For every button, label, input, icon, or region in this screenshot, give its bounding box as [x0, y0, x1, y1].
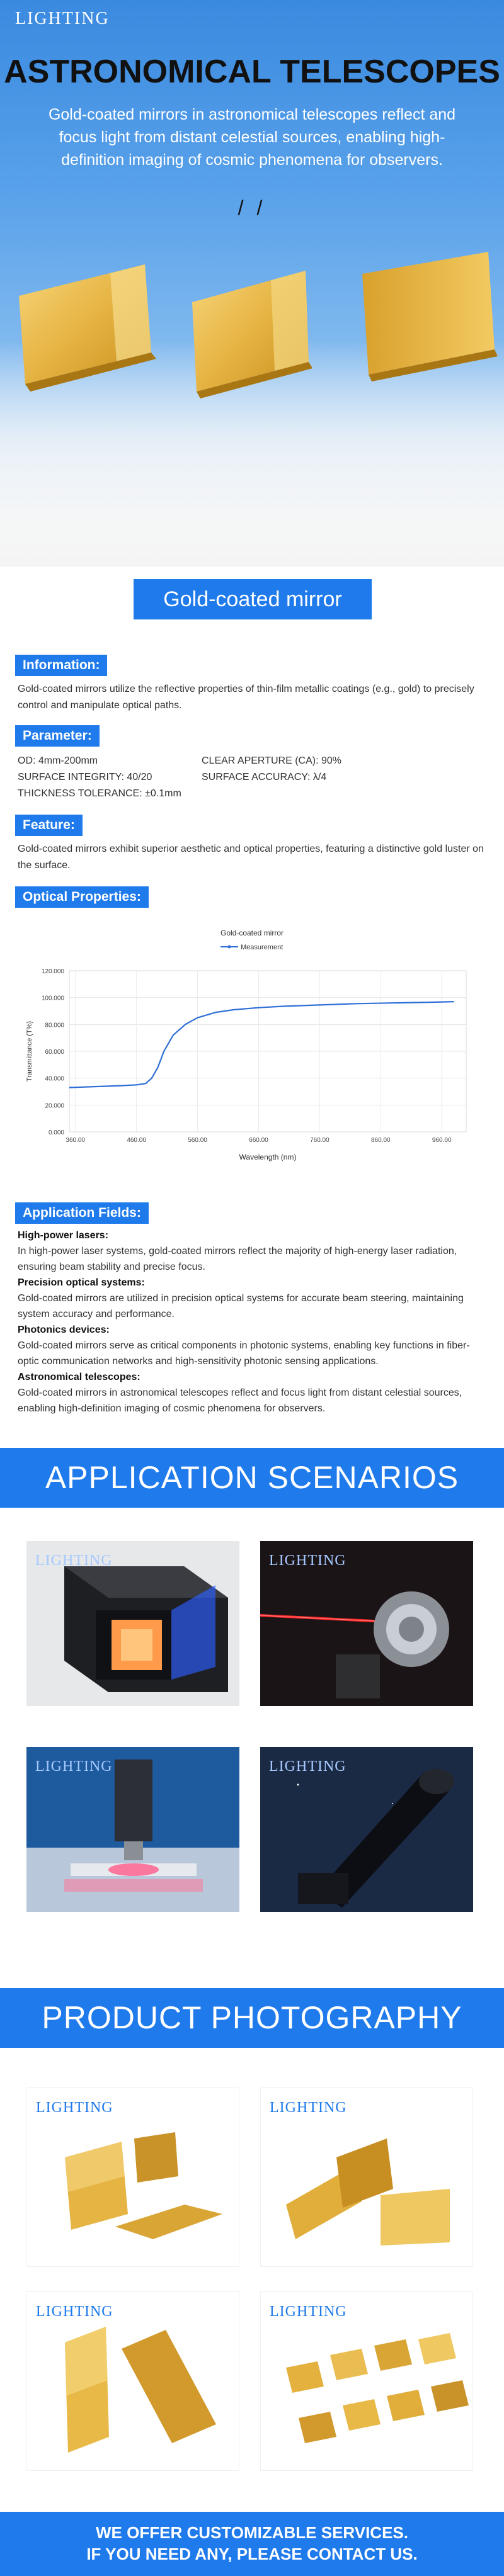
hero-title: ASTRONOMICAL TELESCOPES — [4, 54, 500, 90]
product-banner: Gold-coated mirror — [134, 579, 372, 619]
x-tick-label: 860.00 — [371, 1137, 391, 1144]
x-tick-label: 560.00 — [188, 1137, 207, 1144]
footer-contact-banner — [0, 2512, 504, 2576]
hero-subtitle: Gold-coated mirrors in astronomical telescopes reflect and focus light from distant celestial sources, enabling high-definition imaging of cosmic phenomena for observers. — [48, 106, 456, 169]
scenario-photo-camera — [26, 1541, 239, 1706]
optical-chart — [13, 913, 491, 1190]
param-clear-aperture: CLEAR APERTURE (CA): 90% — [202, 755, 341, 766]
x-tick-label: 660.00 — [249, 1137, 268, 1144]
legend-marker — [228, 946, 231, 949]
hero-section — [0, 0, 504, 567]
footer-line-1: WE OFFER CUSTOMIZABLE SERVICES. — [96, 2523, 408, 2542]
app-field-title: Astronomical telescopes: — [18, 1372, 140, 1382]
scenario-photo-microscope — [26, 1747, 239, 1912]
y-tick-labels — [42, 968, 65, 1136]
y-tick-label: 80.000 — [45, 1022, 64, 1029]
chart-grid — [69, 971, 466, 1132]
y-tick-label: 40.000 — [45, 1075, 64, 1083]
photo-watermark: LIGHTING — [269, 1758, 346, 1775]
parameter-label: Parameter: — [15, 725, 100, 747]
application-fields-list — [18, 1228, 487, 1416]
x-tick-label: 360.00 — [66, 1137, 85, 1144]
app-field-title: Photonics devices: — [18, 1325, 110, 1335]
y-axis-label: Transmittance (T%) — [26, 1020, 33, 1082]
photo-watermark: LIGHTING — [35, 1758, 113, 1775]
product-photo-2 — [260, 2087, 473, 2267]
y-tick-label: 60.000 — [45, 1049, 64, 1056]
product-photo-3 — [26, 2291, 239, 2471]
y-tick-label: 120.000 — [41, 968, 64, 975]
x-tick-label: 460.00 — [127, 1137, 146, 1144]
x-tick-labels — [66, 1137, 452, 1144]
app-field-text: Gold-coated mirrors are utilized in precision optical systems for accurate beam steering, maintaining system accuracy and performance. — [18, 1293, 464, 1319]
hero-slashes: / / — [238, 196, 266, 219]
application-fields-label: Application Fields: — [15, 1202, 149, 1224]
param-od: OD: 4mm-200mm — [18, 755, 98, 766]
param-thickness-tolerance: THICKNESS TOLERANCE: ±0.1mm — [18, 788, 181, 799]
information-label: Information: — [15, 655, 107, 676]
y-tick-label: 20.000 — [45, 1102, 64, 1110]
series-measurement-line — [69, 1002, 454, 1088]
photo-watermark: LIGHTING — [270, 2099, 347, 2116]
optical-properties-label: Optical Properties: — [15, 886, 149, 908]
x-axis-label: Wavelength (nm) — [239, 1153, 297, 1161]
footer-line-2: IF YOU NEED ANY, PLEASE CONTACT US. — [86, 2545, 418, 2563]
photo-watermark: LIGHTING — [36, 2099, 113, 2116]
param-surface-accuracy: SURFACE ACCURACY: λ/4 — [202, 772, 327, 782]
feature-label: Feature: — [15, 815, 83, 836]
legend-label: Measurement — [241, 944, 284, 951]
scenario-photo-laser — [260, 1541, 473, 1706]
application-scenarios-heading: APPLICATION SCENARIOS — [0, 1448, 504, 1508]
app-field-text: In high-power laser systems, gold-coated mirrors reflect the majority of high-energy laser radiation, ensuring beam stability and precise focus. — [18, 1246, 457, 1272]
product-photography-heading: PRODUCT PHOTOGRAPHY — [0, 1988, 504, 2048]
product-photo-4 — [260, 2291, 473, 2471]
feature-text: Gold-coated mirrors exhibit superior aesthetic and optical properties, featuring a distinctive gold luster on the surface. — [18, 844, 484, 871]
photo-watermark: LIGHTING — [36, 2303, 113, 2320]
app-field-text: Gold-coated mirrors in astronomical telescopes reflect and focus light from distant celestial sources, enabling high-definition imaging of cosmic phenomena for observers. — [18, 1387, 462, 1414]
photo-watermark: LIGHTING — [35, 1552, 113, 1569]
x-tick-label: 760.00 — [310, 1137, 329, 1144]
product-photo-1 — [26, 2087, 239, 2267]
photo-watermark: LIGHTING — [270, 2303, 347, 2320]
scenario-photo-telescope — [260, 1747, 473, 1912]
app-field-title: High-power lasers: — [18, 1230, 109, 1241]
information-text: Gold-coated mirrors utilize the reflective properties of thin-film metallic coatings (e.g., gold) to precisely control and manipulate optical paths. — [18, 684, 474, 711]
y-tick-label: 100.000 — [41, 995, 64, 1002]
y-tick-label: 0.000 — [48, 1129, 64, 1136]
x-tick-label: 960.00 — [432, 1137, 452, 1144]
app-field-title: Precision optical systems: — [18, 1277, 145, 1288]
hero-mirrors-image — [0, 227, 504, 567]
app-field-text: Gold-coated mirrors serve as critical components in photonic systems, enabling key functions in fiber-optic communication networks and high-sensitivity photonic sensing applications. — [18, 1340, 470, 1367]
photo-watermark: LIGHTING — [269, 1552, 346, 1569]
brand-logo: LIGHTING — [15, 9, 110, 28]
param-surface-integrity: SURFACE INTEGRITY: 40/20 — [18, 772, 152, 782]
chart-title: Gold-coated mirror — [220, 929, 284, 937]
transmittance-chart — [13, 913, 491, 1190]
